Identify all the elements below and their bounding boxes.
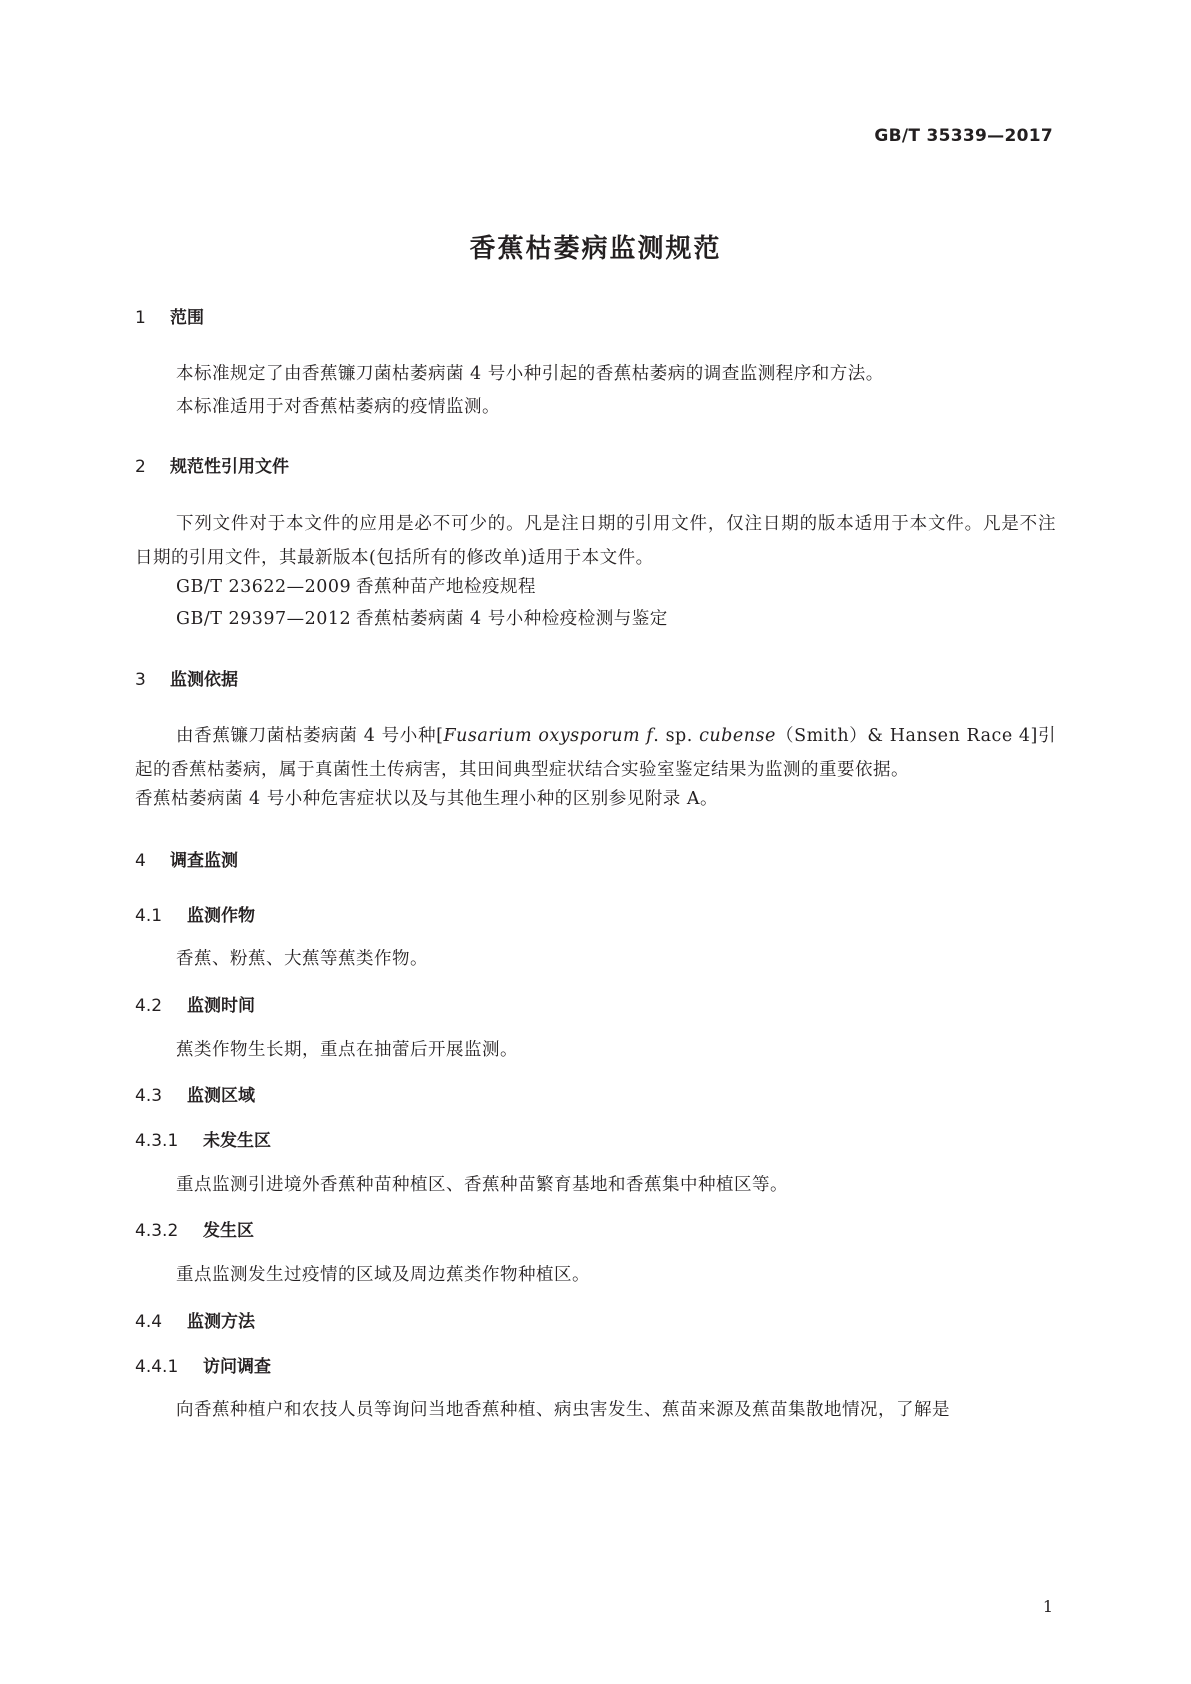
section-number: 4.3.1 [135, 1131, 179, 1151]
section-number: 4.1 [135, 906, 163, 926]
section-title: 监测作物 [187, 906, 255, 926]
section-4-2-paragraph: 蕉类作物生长期，重点在抽蕾后开展监测。 [176, 1040, 518, 1060]
section-2-paragraph-1: 下列文件对于本文件的应用是必不可少的。凡是注日期的引用文件，仅注日期的版本适用于本文件。凡是不注日期的引用文件，其最新版本(包括所有的修改单)适用于本文件。 [135, 514, 1056, 568]
text-run: 由香蕉镰刀菌枯萎病菌 4 号小种[ [176, 726, 444, 746]
section-title: 未发生区 [203, 1131, 271, 1151]
section-3-heading [135, 665, 238, 690]
section-2-heading [135, 452, 289, 477]
reference-code: GB/T 29397—2012 [176, 609, 352, 629]
text-run: . sp. [653, 726, 700, 746]
section-4-3-2-paragraph: 重点监测发生过疫情的区域及周边蕉类作物种植区。 [176, 1265, 590, 1285]
section-title: 监测时间 [187, 996, 255, 1016]
section-4-heading [135, 846, 238, 871]
reference-title: 香蕉枯萎病菌 4 号小种检疫检测与鉴定 [356, 609, 668, 629]
section-4-4-heading [135, 1307, 255, 1332]
species-name: Fusarium oxysporum f [443, 726, 654, 746]
section-number: 4.3.2 [135, 1221, 179, 1241]
section-3-paragraph-1 [135, 719, 1056, 787]
forma-specialis-name: cubense [699, 726, 776, 746]
reference-title: 香蕉种苗产地检疫规程 [356, 577, 536, 597]
section-number: 2 [135, 457, 146, 477]
section-4-3-heading [135, 1081, 255, 1106]
section-number: 4.3 [135, 1086, 163, 1106]
section-4-2-heading [135, 991, 255, 1016]
section-number: 4 [135, 851, 146, 871]
section-1-paragraph-1: 本标准规定了由香蕉镰刀菌枯萎病菌 4 号小种引起的香蕉枯萎病的调查监测程序和方法。 [176, 364, 884, 384]
section-number: 4.4 [135, 1312, 163, 1332]
section-number: 1 [135, 308, 146, 328]
standard-code: GB/T 35339—2017 [874, 126, 1053, 146]
section-title: 访问调查 [203, 1357, 271, 1377]
text-run: （Smith）& Hansen Race 4]引起的香蕉枯萎病，属于真菌性土传病害，其田间典型症状结合实验室鉴定结果为监测的重要依据。 [135, 726, 1057, 780]
section-title: 监测方法 [187, 1312, 255, 1332]
section-1-heading [135, 303, 204, 328]
section-title: 调查监测 [170, 851, 238, 871]
page-number: 1 [1042, 1597, 1053, 1616]
normative-reference [176, 605, 1056, 630]
section-4-4-1-paragraph: 向香蕉种植户和农技人员等询问当地香蕉种植、病虫害发生、蕉苗来源及蕉苗集散地情况，了解是 [176, 1400, 950, 1420]
section-title: 范围 [170, 308, 204, 328]
section-3-paragraph-2: 香蕉枯萎病菌 4 号小种危害症状以及与其他生理小种的区别参见附录 A。 [135, 789, 718, 809]
section-title: 监测区域 [187, 1086, 255, 1106]
section-number: 3 [135, 670, 146, 690]
section-number: 4.4.1 [135, 1357, 179, 1377]
section-title: 监测依据 [170, 670, 238, 690]
section-4-3-1-paragraph: 重点监测引进境外香蕉种苗种植区、香蕉种苗繁育基地和香蕉集中种植区等。 [176, 1175, 788, 1195]
section-number: 4.2 [135, 996, 163, 1016]
section-4-4-1-heading [135, 1352, 271, 1377]
section-title: 发生区 [203, 1221, 254, 1241]
document-title: 香蕉枯萎病监测规范 [469, 234, 722, 264]
section-4-1-heading [135, 901, 255, 926]
section-1-paragraph-2: 本标准适用于对香蕉枯萎病的疫情监测。 [176, 397, 500, 417]
section-4-3-2-heading [135, 1216, 254, 1241]
normative-reference [176, 573, 1056, 598]
section-title: 规范性引用文件 [170, 457, 289, 477]
section-4-1-paragraph: 香蕉、粉蕉、大蕉等蕉类作物。 [176, 949, 428, 969]
reference-code: GB/T 23622—2009 [176, 577, 352, 597]
section-4-3-1-heading [135, 1126, 271, 1151]
